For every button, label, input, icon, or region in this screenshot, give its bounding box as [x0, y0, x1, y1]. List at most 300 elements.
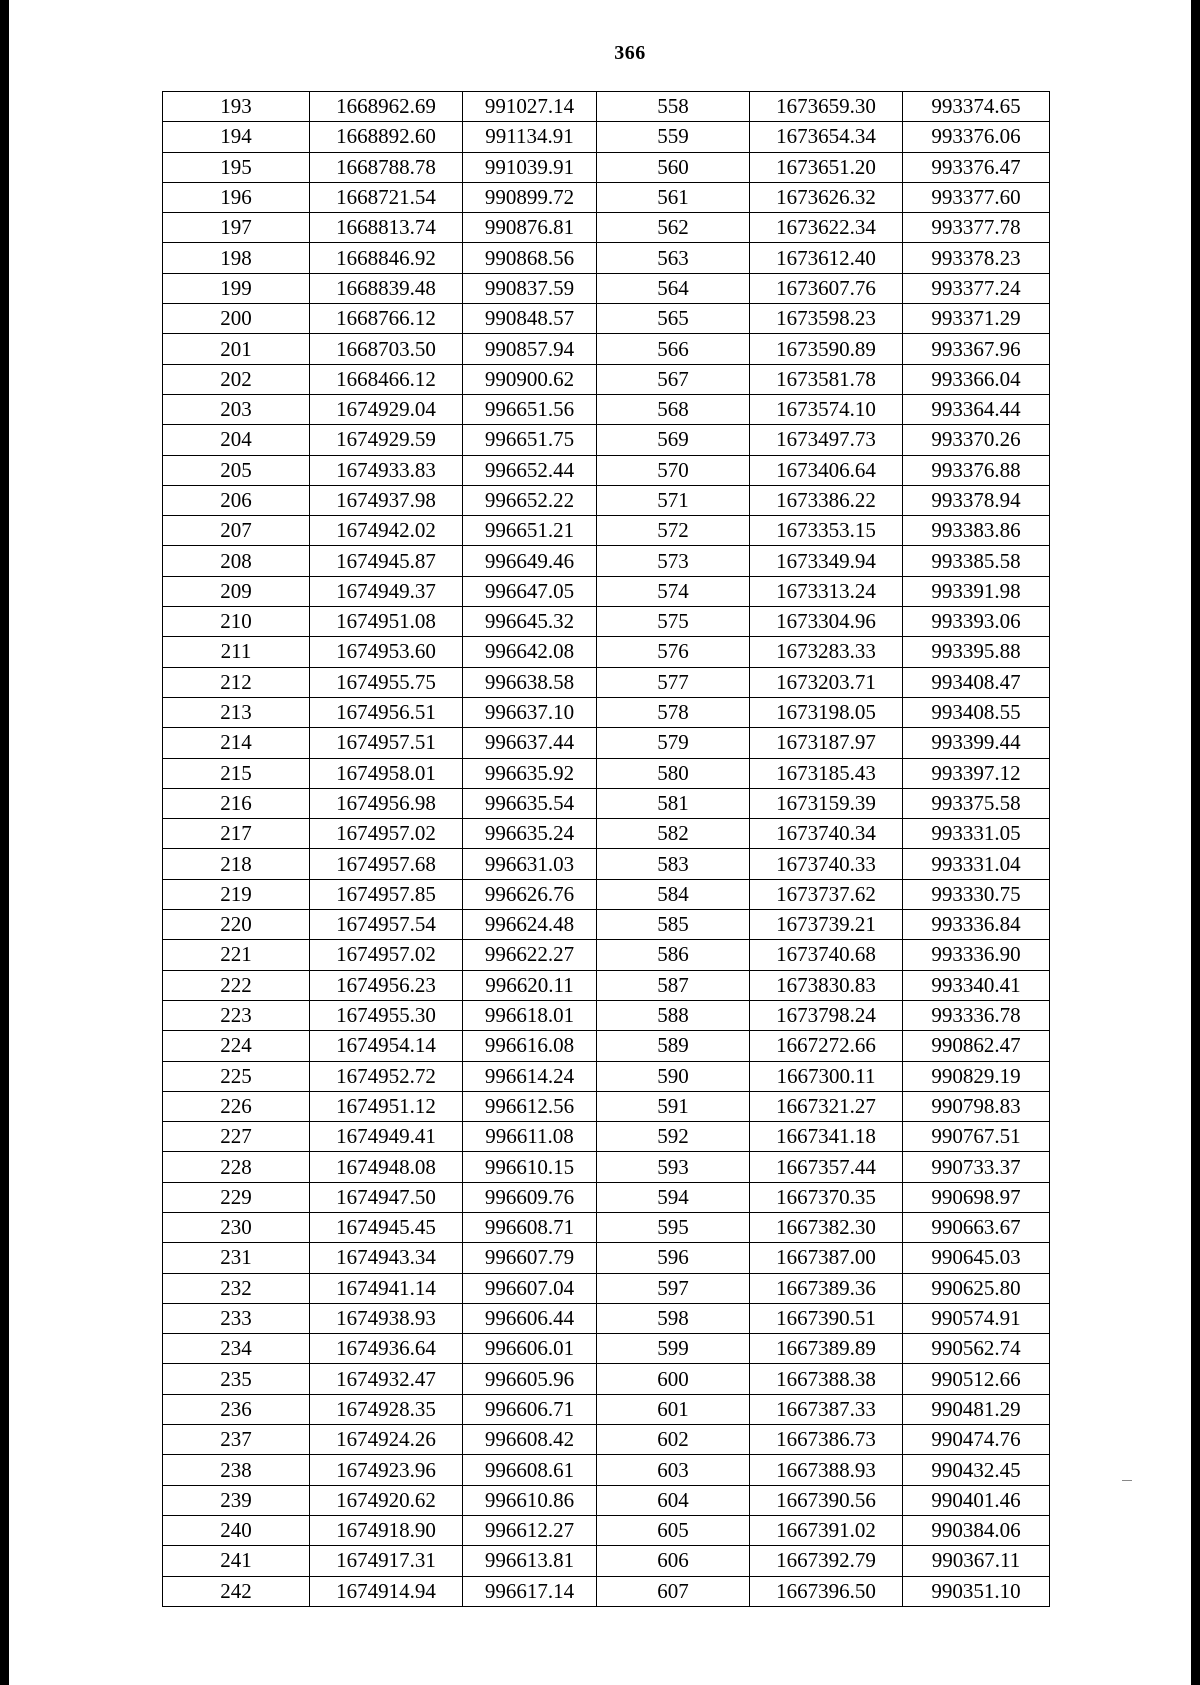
- y-coordinate-cell: 996611.08: [463, 1122, 597, 1152]
- y-coordinate-cell: 996608.42: [463, 1425, 597, 1455]
- x-coordinate-cell: 1674952.72: [310, 1061, 463, 1091]
- y-coordinate-cell: 996618.01: [463, 1000, 597, 1030]
- x-coordinate-cell: 1668813.74: [310, 213, 463, 243]
- x-coordinate-cell: 1667357.44: [750, 1152, 903, 1182]
- table-row: [163, 1243, 1050, 1273]
- y-coordinate-cell: 991027.14: [463, 92, 597, 122]
- x-coordinate-cell: 1667392.79: [750, 1546, 903, 1576]
- point-number-cell: 561: [597, 182, 750, 212]
- x-coordinate-cell: 1674945.87: [310, 546, 463, 576]
- point-number-cell: 208: [163, 546, 310, 576]
- table-row: [163, 122, 1050, 152]
- y-coordinate-cell: 996635.54: [463, 788, 597, 818]
- table-row: [163, 940, 1050, 970]
- x-coordinate-cell: 1674951.12: [310, 1091, 463, 1121]
- y-coordinate-cell: 990829.19: [903, 1061, 1050, 1091]
- x-coordinate-cell: 1673203.71: [750, 667, 903, 697]
- y-coordinate-cell: 996622.27: [463, 940, 597, 970]
- point-number-cell: 217: [163, 819, 310, 849]
- table-row: [163, 243, 1050, 273]
- point-number-cell: 598: [597, 1303, 750, 1333]
- x-coordinate-cell: 1667321.27: [750, 1091, 903, 1121]
- point-number-cell: 223: [163, 1000, 310, 1030]
- y-coordinate-cell: 990848.57: [463, 304, 597, 334]
- x-coordinate-cell: 1667387.00: [750, 1243, 903, 1273]
- table-row: [163, 637, 1050, 667]
- point-number-cell: 226: [163, 1091, 310, 1121]
- point-number-cell: 242: [163, 1576, 310, 1606]
- x-coordinate-cell: 1674949.37: [310, 576, 463, 606]
- point-number-cell: 233: [163, 1303, 310, 1333]
- table-row: [163, 758, 1050, 788]
- y-coordinate-cell: 993330.75: [903, 879, 1050, 909]
- point-number-cell: 582: [597, 819, 750, 849]
- table-row: [163, 1425, 1050, 1455]
- x-coordinate-cell: 1673830.83: [750, 970, 903, 1000]
- point-number-cell: 203: [163, 394, 310, 424]
- x-coordinate-cell: 1667341.18: [750, 1122, 903, 1152]
- x-coordinate-cell: 1674956.23: [310, 970, 463, 1000]
- point-number-cell: 560: [597, 152, 750, 182]
- x-coordinate-cell: 1667272.66: [750, 1031, 903, 1061]
- x-coordinate-cell: 1673349.94: [750, 546, 903, 576]
- point-number-cell: 228: [163, 1152, 310, 1182]
- y-coordinate-cell: 996626.76: [463, 879, 597, 909]
- table-row: [163, 667, 1050, 697]
- x-coordinate-cell: 1674954.14: [310, 1031, 463, 1061]
- point-number-cell: 584: [597, 879, 750, 909]
- x-coordinate-cell: 1674920.62: [310, 1485, 463, 1515]
- x-coordinate-cell: 1674956.98: [310, 788, 463, 818]
- point-number-cell: 583: [597, 849, 750, 879]
- table-row: [163, 213, 1050, 243]
- x-coordinate-cell: 1674917.31: [310, 1546, 463, 1576]
- x-coordinate-cell: 1673497.73: [750, 425, 903, 455]
- y-coordinate-cell: 996612.27: [463, 1515, 597, 1545]
- y-coordinate-cell: 993376.06: [903, 122, 1050, 152]
- x-coordinate-cell: 1673598.23: [750, 304, 903, 334]
- y-coordinate-cell: 993397.12: [903, 758, 1050, 788]
- y-coordinate-cell: 990733.37: [903, 1152, 1050, 1182]
- x-coordinate-cell: 1673353.15: [750, 516, 903, 546]
- point-number-cell: 230: [163, 1212, 310, 1242]
- table-row: [163, 455, 1050, 485]
- point-number-cell: 581: [597, 788, 750, 818]
- scan-edge-left: [0, 0, 9, 1685]
- y-coordinate-cell: 990663.67: [903, 1212, 1050, 1242]
- y-coordinate-cell: 993399.44: [903, 728, 1050, 758]
- table-row: [163, 1091, 1050, 1121]
- x-coordinate-cell: 1673737.62: [750, 879, 903, 909]
- x-coordinate-cell: 1673626.32: [750, 182, 903, 212]
- x-coordinate-cell: 1674945.45: [310, 1212, 463, 1242]
- table-row: [163, 92, 1050, 122]
- point-number-cell: 205: [163, 455, 310, 485]
- point-number-cell: 227: [163, 1122, 310, 1152]
- point-number-cell: 219: [163, 879, 310, 909]
- y-coordinate-cell: 996651.56: [463, 394, 597, 424]
- table-row: [163, 1546, 1050, 1576]
- x-coordinate-cell: 1674933.83: [310, 455, 463, 485]
- y-coordinate-cell: 996645.32: [463, 607, 597, 637]
- x-coordinate-cell: 1673185.43: [750, 758, 903, 788]
- x-coordinate-cell: 1673612.40: [750, 243, 903, 273]
- y-coordinate-cell: 993336.90: [903, 940, 1050, 970]
- table-row: [163, 910, 1050, 940]
- point-number-cell: 601: [597, 1394, 750, 1424]
- y-coordinate-cell: 993364.44: [903, 394, 1050, 424]
- y-coordinate-cell: 996616.08: [463, 1031, 597, 1061]
- point-number-cell: 605: [597, 1515, 750, 1545]
- point-number-cell: 574: [597, 576, 750, 606]
- y-coordinate-cell: 993336.84: [903, 910, 1050, 940]
- x-coordinate-cell: 1674957.85: [310, 879, 463, 909]
- point-number-cell: 575: [597, 607, 750, 637]
- y-coordinate-cell: 993375.58: [903, 788, 1050, 818]
- y-coordinate-cell: 996617.14: [463, 1576, 597, 1606]
- point-number-cell: 559: [597, 122, 750, 152]
- y-coordinate-cell: 990798.83: [903, 1091, 1050, 1121]
- x-coordinate-cell: 1674938.93: [310, 1303, 463, 1333]
- point-number-cell: 604: [597, 1485, 750, 1515]
- point-number-cell: 238: [163, 1455, 310, 1485]
- y-coordinate-cell: 993377.60: [903, 182, 1050, 212]
- point-number-cell: 607: [597, 1576, 750, 1606]
- point-number-cell: 210: [163, 607, 310, 637]
- x-coordinate-cell: 1674949.41: [310, 1122, 463, 1152]
- point-number-cell: 602: [597, 1425, 750, 1455]
- table-row: [163, 1000, 1050, 1030]
- scan-edge-right: [1191, 0, 1200, 1685]
- table-row: [163, 1576, 1050, 1606]
- point-number-cell: 200: [163, 304, 310, 334]
- x-coordinate-cell: 1674928.35: [310, 1394, 463, 1424]
- y-coordinate-cell: 993374.65: [903, 92, 1050, 122]
- point-number-cell: 572: [597, 516, 750, 546]
- point-number-cell: 566: [597, 334, 750, 364]
- x-coordinate-cell: 1667388.38: [750, 1364, 903, 1394]
- table-row: [163, 849, 1050, 879]
- point-number-cell: 235: [163, 1364, 310, 1394]
- point-number-cell: 569: [597, 425, 750, 455]
- x-coordinate-cell: 1667388.93: [750, 1455, 903, 1485]
- x-coordinate-cell: 1673798.24: [750, 1000, 903, 1030]
- x-coordinate-cell: 1668466.12: [310, 364, 463, 394]
- x-coordinate-cell: 1668766.12: [310, 304, 463, 334]
- point-number-cell: 603: [597, 1455, 750, 1485]
- table-row: [163, 1455, 1050, 1485]
- y-coordinate-cell: 996606.44: [463, 1303, 597, 1333]
- y-coordinate-cell: 990698.97: [903, 1182, 1050, 1212]
- y-coordinate-cell: 993377.24: [903, 273, 1050, 303]
- table-row: [163, 546, 1050, 576]
- y-coordinate-cell: 996635.92: [463, 758, 597, 788]
- point-number-cell: 220: [163, 910, 310, 940]
- x-coordinate-cell: 1668892.60: [310, 122, 463, 152]
- y-coordinate-cell: 993370.26: [903, 425, 1050, 455]
- x-coordinate-cell: 1674929.04: [310, 394, 463, 424]
- x-coordinate-cell: 1673198.05: [750, 697, 903, 727]
- point-number-cell: 206: [163, 485, 310, 515]
- table-row: [163, 1394, 1050, 1424]
- y-coordinate-cell: 990868.56: [463, 243, 597, 273]
- point-number-cell: 195: [163, 152, 310, 182]
- x-coordinate-cell: 1673651.20: [750, 152, 903, 182]
- point-number-cell: 567: [597, 364, 750, 394]
- point-number-cell: 568: [597, 394, 750, 424]
- table-body: [163, 92, 1050, 1607]
- x-coordinate-cell: 1674953.60: [310, 637, 463, 667]
- x-coordinate-cell: 1673283.33: [750, 637, 903, 667]
- table-row: [163, 788, 1050, 818]
- y-coordinate-cell: 990862.47: [903, 1031, 1050, 1061]
- table-row: [163, 304, 1050, 334]
- point-number-cell: 592: [597, 1122, 750, 1152]
- point-number-cell: 578: [597, 697, 750, 727]
- point-number-cell: 597: [597, 1273, 750, 1303]
- point-number-cell: 207: [163, 516, 310, 546]
- table-row: [163, 879, 1050, 909]
- table-row: [163, 728, 1050, 758]
- point-number-cell: 211: [163, 637, 310, 667]
- point-number-cell: 218: [163, 849, 310, 879]
- y-coordinate-cell: 993340.41: [903, 970, 1050, 1000]
- point-number-cell: 596: [597, 1243, 750, 1273]
- y-coordinate-cell: 993377.78: [903, 213, 1050, 243]
- x-coordinate-cell: 1673304.96: [750, 607, 903, 637]
- table-row: [163, 273, 1050, 303]
- x-coordinate-cell: 1673386.22: [750, 485, 903, 515]
- x-coordinate-cell: 1673740.68: [750, 940, 903, 970]
- y-coordinate-cell: 990857.94: [463, 334, 597, 364]
- x-coordinate-cell: 1667389.89: [750, 1334, 903, 1364]
- point-number-cell: 234: [163, 1334, 310, 1364]
- x-coordinate-cell: 1673739.21: [750, 910, 903, 940]
- x-coordinate-cell: 1667387.33: [750, 1394, 903, 1424]
- x-coordinate-cell: 1674957.02: [310, 940, 463, 970]
- point-number-cell: 599: [597, 1334, 750, 1364]
- y-coordinate-cell: 993366.04: [903, 364, 1050, 394]
- table-row: [163, 607, 1050, 637]
- table-row: [163, 576, 1050, 606]
- x-coordinate-cell: 1674955.30: [310, 1000, 463, 1030]
- point-number-cell: 240: [163, 1515, 310, 1545]
- y-coordinate-cell: 996651.75: [463, 425, 597, 455]
- x-coordinate-cell: 1668839.48: [310, 273, 463, 303]
- point-number-cell: 237: [163, 1425, 310, 1455]
- y-coordinate-cell: 993391.98: [903, 576, 1050, 606]
- table-row: [163, 152, 1050, 182]
- point-number-cell: 580: [597, 758, 750, 788]
- x-coordinate-cell: 1674929.59: [310, 425, 463, 455]
- point-number-cell: 197: [163, 213, 310, 243]
- y-coordinate-cell: 990481.29: [903, 1394, 1050, 1424]
- table-row: [163, 485, 1050, 515]
- point-number-cell: 215: [163, 758, 310, 788]
- table-row: [163, 364, 1050, 394]
- y-coordinate-cell: 993383.86: [903, 516, 1050, 546]
- table-row: [163, 334, 1050, 364]
- point-number-cell: 586: [597, 940, 750, 970]
- table-row: [163, 1122, 1050, 1152]
- x-coordinate-cell: 1667386.73: [750, 1425, 903, 1455]
- x-coordinate-cell: 1674958.01: [310, 758, 463, 788]
- point-number-cell: 231: [163, 1243, 310, 1273]
- y-coordinate-cell: 996624.48: [463, 910, 597, 940]
- x-coordinate-cell: 1673406.64: [750, 455, 903, 485]
- x-coordinate-cell: 1667396.50: [750, 1576, 903, 1606]
- y-coordinate-cell: 990645.03: [903, 1243, 1050, 1273]
- y-coordinate-cell: 996606.71: [463, 1394, 597, 1424]
- x-coordinate-cell: 1667300.11: [750, 1061, 903, 1091]
- table-row: [163, 394, 1050, 424]
- y-coordinate-cell: 990625.80: [903, 1273, 1050, 1303]
- x-coordinate-cell: 1673659.30: [750, 92, 903, 122]
- table-row: [163, 1485, 1050, 1515]
- point-number-cell: 221: [163, 940, 310, 970]
- point-number-cell: 212: [163, 667, 310, 697]
- table-row: [163, 1061, 1050, 1091]
- point-number-cell: 196: [163, 182, 310, 212]
- point-number-cell: 213: [163, 697, 310, 727]
- x-coordinate-cell: 1674947.50: [310, 1182, 463, 1212]
- y-coordinate-cell: 990474.76: [903, 1425, 1050, 1455]
- x-coordinate-cell: 1674956.51: [310, 697, 463, 727]
- x-coordinate-cell: 1674923.96: [310, 1455, 463, 1485]
- x-coordinate-cell: 1668703.50: [310, 334, 463, 364]
- y-coordinate-cell: 993367.96: [903, 334, 1050, 364]
- point-number-cell: 222: [163, 970, 310, 1000]
- table-row: [163, 819, 1050, 849]
- y-coordinate-cell: 993378.94: [903, 485, 1050, 515]
- x-coordinate-cell: 1668846.92: [310, 243, 463, 273]
- point-number-cell: 198: [163, 243, 310, 273]
- point-number-cell: 558: [597, 92, 750, 122]
- y-coordinate-cell: 993395.88: [903, 637, 1050, 667]
- point-number-cell: 594: [597, 1182, 750, 1212]
- table-row: [163, 1364, 1050, 1394]
- scan-mark: [1122, 1480, 1132, 1481]
- x-coordinate-cell: 1674914.94: [310, 1576, 463, 1606]
- y-coordinate-cell: 996608.61: [463, 1455, 597, 1485]
- table-row: [163, 697, 1050, 727]
- table-row: [163, 1182, 1050, 1212]
- x-coordinate-cell: 1674957.51: [310, 728, 463, 758]
- x-coordinate-cell: 1667390.56: [750, 1485, 903, 1515]
- x-coordinate-cell: 1673590.89: [750, 334, 903, 364]
- y-coordinate-cell: 990367.11: [903, 1546, 1050, 1576]
- y-coordinate-cell: 996649.46: [463, 546, 597, 576]
- point-number-cell: 591: [597, 1091, 750, 1121]
- y-coordinate-cell: 990512.66: [903, 1364, 1050, 1394]
- x-coordinate-cell: 1674937.98: [310, 485, 463, 515]
- point-number-cell: 194: [163, 122, 310, 152]
- point-number-cell: 562: [597, 213, 750, 243]
- x-coordinate-cell: 1674951.08: [310, 607, 463, 637]
- y-coordinate-cell: 996652.22: [463, 485, 597, 515]
- x-coordinate-cell: 1673622.34: [750, 213, 903, 243]
- point-number-cell: 239: [163, 1485, 310, 1515]
- point-number-cell: 564: [597, 273, 750, 303]
- point-number-cell: 241: [163, 1546, 310, 1576]
- x-coordinate-cell: 1674941.14: [310, 1273, 463, 1303]
- table-row: [163, 1212, 1050, 1242]
- y-coordinate-cell: 993371.29: [903, 304, 1050, 334]
- x-coordinate-cell: 1674957.02: [310, 819, 463, 849]
- point-number-cell: 224: [163, 1031, 310, 1061]
- point-number-cell: 587: [597, 970, 750, 1000]
- y-coordinate-cell: 996607.04: [463, 1273, 597, 1303]
- table-row: [163, 970, 1050, 1000]
- point-number-cell: 199: [163, 273, 310, 303]
- x-coordinate-cell: 1673654.34: [750, 122, 903, 152]
- point-number-cell: 202: [163, 364, 310, 394]
- x-coordinate-cell: 1674943.34: [310, 1243, 463, 1273]
- y-coordinate-cell: 990837.59: [463, 273, 597, 303]
- point-number-cell: 209: [163, 576, 310, 606]
- y-coordinate-cell: 990876.81: [463, 213, 597, 243]
- table-row: [163, 1334, 1050, 1364]
- y-coordinate-cell: 996635.24: [463, 819, 597, 849]
- point-number-cell: 236: [163, 1394, 310, 1424]
- page-number: 366: [614, 42, 646, 64]
- y-coordinate-cell: 996638.58: [463, 667, 597, 697]
- y-coordinate-cell: 990899.72: [463, 182, 597, 212]
- x-coordinate-cell: 1674957.68: [310, 849, 463, 879]
- x-coordinate-cell: 1674957.54: [310, 910, 463, 940]
- y-coordinate-cell: 990384.06: [903, 1515, 1050, 1545]
- y-coordinate-cell: 996652.44: [463, 455, 597, 485]
- point-number-cell: 590: [597, 1061, 750, 1091]
- y-coordinate-cell: 996607.79: [463, 1243, 597, 1273]
- point-number-cell: 606: [597, 1546, 750, 1576]
- x-coordinate-cell: 1674918.90: [310, 1515, 463, 1545]
- x-coordinate-cell: 1673607.76: [750, 273, 903, 303]
- x-coordinate-cell: 1674936.64: [310, 1334, 463, 1364]
- x-coordinate-cell: 1667390.51: [750, 1303, 903, 1333]
- point-number-cell: 573: [597, 546, 750, 576]
- y-coordinate-cell: 996605.96: [463, 1364, 597, 1394]
- y-coordinate-cell: 996642.08: [463, 637, 597, 667]
- point-number-cell: 216: [163, 788, 310, 818]
- point-number-cell: 595: [597, 1212, 750, 1242]
- x-coordinate-cell: 1673159.39: [750, 788, 903, 818]
- y-coordinate-cell: 990432.45: [903, 1455, 1050, 1485]
- y-coordinate-cell: 996614.24: [463, 1061, 597, 1091]
- point-number-cell: 577: [597, 667, 750, 697]
- y-coordinate-cell: 996612.56: [463, 1091, 597, 1121]
- y-coordinate-cell: 993331.05: [903, 819, 1050, 849]
- y-coordinate-cell: 993376.47: [903, 152, 1050, 182]
- point-number-cell: 570: [597, 455, 750, 485]
- point-number-cell: 571: [597, 485, 750, 515]
- point-number-cell: 232: [163, 1273, 310, 1303]
- y-coordinate-cell: 993378.23: [903, 243, 1050, 273]
- x-coordinate-cell: 1673581.78: [750, 364, 903, 394]
- y-coordinate-cell: 996608.71: [463, 1212, 597, 1242]
- y-coordinate-cell: 990401.46: [903, 1485, 1050, 1515]
- table-row: [163, 1152, 1050, 1182]
- x-coordinate-cell: 1674942.02: [310, 516, 463, 546]
- table-row: [163, 1031, 1050, 1061]
- x-coordinate-cell: 1674948.08: [310, 1152, 463, 1182]
- point-number-cell: 193: [163, 92, 310, 122]
- point-number-cell: 593: [597, 1152, 750, 1182]
- y-coordinate-cell: 996613.81: [463, 1546, 597, 1576]
- y-coordinate-cell: 990900.62: [463, 364, 597, 394]
- point-number-cell: 225: [163, 1061, 310, 1091]
- x-coordinate-cell: 1673313.24: [750, 576, 903, 606]
